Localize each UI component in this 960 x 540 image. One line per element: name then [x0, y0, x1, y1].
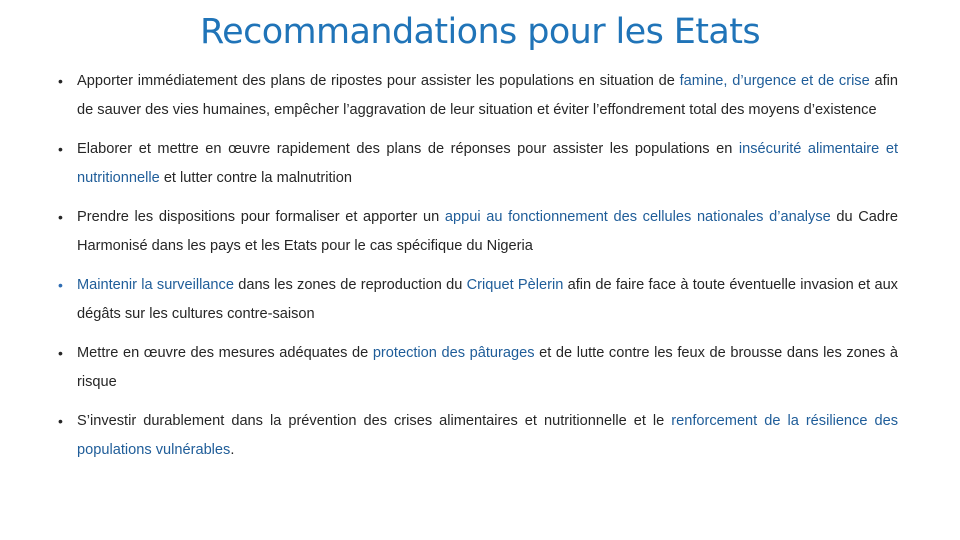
highlighted-phrase: Criquet Pèlerin	[466, 277, 564, 293]
bullet-text-segment: et lutter contre la malnutrition	[159, 170, 353, 186]
bullet-text-segment: Prendre les dispositions pour formaliser et apporter un	[77, 209, 445, 225]
highlighted-phrase: renforcement de la résilience des populations vulnérables	[77, 413, 898, 458]
bullet-icon: •	[58, 345, 63, 361]
list-item	[58, 271, 898, 329]
list-item	[58, 407, 898, 465]
bullet-text-segment: Mettre en œuvre des mesures adéquates de	[77, 345, 373, 361]
bullet-text-segment: et de lutte contre les feux de brousse dans les zones à risque	[77, 345, 898, 390]
highlighted-phrase: famine, d’urgence et de crise	[679, 73, 870, 89]
highlighted-phrase: protection des pâturages	[372, 345, 535, 361]
bullet-text-segment: Apporter immédiatement des plans de ripostes pour assister les populations en situation de	[77, 73, 680, 89]
bullet-icon: •	[58, 209, 63, 225]
bullet-icon: •	[58, 141, 63, 157]
bullet-text-segment: Elaborer et mettre en œuvre rapidement des plans de réponses pour assister les populations en	[77, 141, 739, 157]
bullet-text-segment: S’investir durablement dans la prévention des crises alimentaires et nutritionnelle et le	[77, 413, 672, 429]
recommendations-list	[58, 67, 898, 475]
highlighted-phrase: appui au fonctionnement des cellules nationales d’analyse	[444, 209, 831, 225]
bullet-text-segment: dans les zones de reproduction du	[233, 277, 467, 293]
bullet-icon: •	[58, 413, 63, 429]
bullet-text-segment: du Cadre Harmonisé dans les pays et les Etats pour le cas spécifique du Nigeria	[77, 209, 899, 254]
bullet-icon: •	[58, 73, 63, 89]
bullet-text-segment: afin de sauver des vies humaines, empêcher l’aggravation de leur situation et éviter l’effondrement total des moyens d’existence	[77, 73, 898, 118]
bullet-text-segment: afin de faire face à toute éventuelle invasion et aux dégâts sur les cultures contre-saison	[77, 277, 898, 322]
list-item	[58, 135, 898, 193]
bullet-icon: •	[58, 277, 63, 293]
highlighted-phrase: insécurité alimentaire et nutritionnelle	[77, 141, 898, 186]
bullet-text-segment: .	[230, 442, 235, 458]
highlighted-phrase: Maintenir la surveillance	[77, 277, 234, 293]
list-item	[58, 203, 898, 261]
list-item	[58, 67, 898, 125]
list-item	[58, 339, 898, 397]
slide-title: Recommandations pour les Etats	[199, 12, 760, 52]
